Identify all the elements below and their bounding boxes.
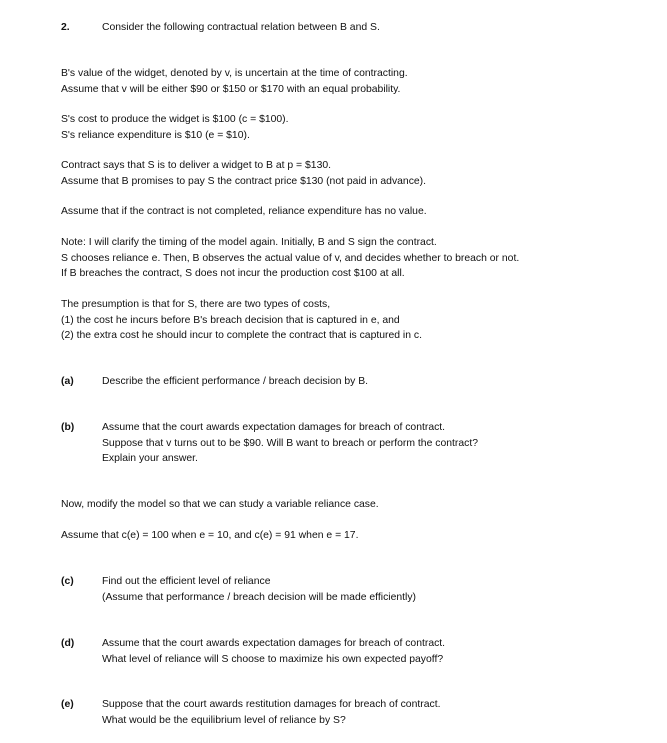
question-c-label: (c) <box>61 576 74 587</box>
paragraph-line: Assume that B promises to pay S the contract price $130 (not paid in advance). <box>61 175 427 187</box>
paragraph-line: B's value of the widget, denoted by v, is uncertain at the time of contracting. <box>61 68 408 79</box>
question-line: Suppose that the court awards restitution damages for breach of contract. <box>102 699 441 710</box>
paragraph-line: Assume that v will be either $90 or $150 or $170 with an equal probability. <box>61 83 401 95</box>
question-line: Suppose that v turns out to be $90. Will B want to breach or perform the contract? <box>102 437 478 449</box>
paragraph-line: Contract says that S is to deliver a widget to B at p = $130. <box>61 160 332 171</box>
paragraph-presumption <box>61 297 422 344</box>
paragraph-line: Note: I will clarify the timing of the model again. Initially, B and S sign the contract. <box>61 237 437 248</box>
paragraph-line: Assume that if the contract is not completed, reliance expenditure has no value. <box>61 206 427 217</box>
paragraph-value <box>61 66 408 97</box>
question-line: Find out the efficient level of reliance <box>102 576 271 587</box>
paragraph-line: Now, modify the model so that we can study a variable reliance case. <box>61 499 379 510</box>
problem-number: 2. <box>61 22 70 33</box>
paragraph-line: If B breaches the contract, S does not incur the production cost $100 at all. <box>61 268 405 279</box>
paragraph-cost <box>61 112 289 143</box>
question-b-text <box>102 420 478 467</box>
question-line: (Assume that performance / breach decision will be made efficiently) <box>102 591 416 603</box>
paragraph-line: The presumption is that for S, there are two types of costs, <box>61 299 331 310</box>
question-c-text <box>102 574 416 605</box>
question-e-label: (e) <box>61 699 74 710</box>
paragraph-line: (2) the extra cost he should incur to complete the contract that is captured in c. <box>61 330 422 341</box>
paragraph-line: S's cost to produce the widget is $100 (c = $100). <box>61 114 289 125</box>
problem-heading: Consider the following contractual relation between B and S. <box>102 22 380 33</box>
question-e-text <box>102 697 440 728</box>
paragraph-line: Assume that c(e) = 100 when e = 10, and c(e) = 91 when e = 17. <box>61 530 359 541</box>
paragraph-modify <box>61 497 379 513</box>
question-b-label: (b) <box>61 422 75 433</box>
question-line: Explain your answer. <box>102 453 198 464</box>
paragraph-line: S chooses reliance e. Then, B observes the actual value of v, and decides whether to breach or not. <box>61 252 520 264</box>
question-a-text <box>102 374 368 390</box>
question-line: Describe the efficient performance / breach decision by B. <box>102 376 369 387</box>
question-line: What level of reliance will S choose to maximize his own expected payoff? <box>102 653 444 665</box>
paragraph-line: (1) the cost he incurs before B's breach decision that is captured in e, and <box>61 314 400 326</box>
question-line: What would be the equilibrium level of reliance by S? <box>102 714 346 726</box>
paragraph-note <box>61 235 519 282</box>
paragraph-contract <box>61 158 426 189</box>
question-line: Assume that the court awards expectation damages for breach of contract. <box>102 422 446 433</box>
paragraph-reliance <box>61 204 427 220</box>
question-d-label: (d) <box>61 638 75 649</box>
question-d-text <box>102 636 445 667</box>
question-a-label: (a) <box>61 376 74 387</box>
paragraph-assume-c <box>61 528 358 544</box>
paragraph-line: S's reliance expenditure is $10 (e = $10). <box>61 129 250 141</box>
question-line: Assume that the court awards expectation damages for breach of contract. <box>102 638 446 649</box>
